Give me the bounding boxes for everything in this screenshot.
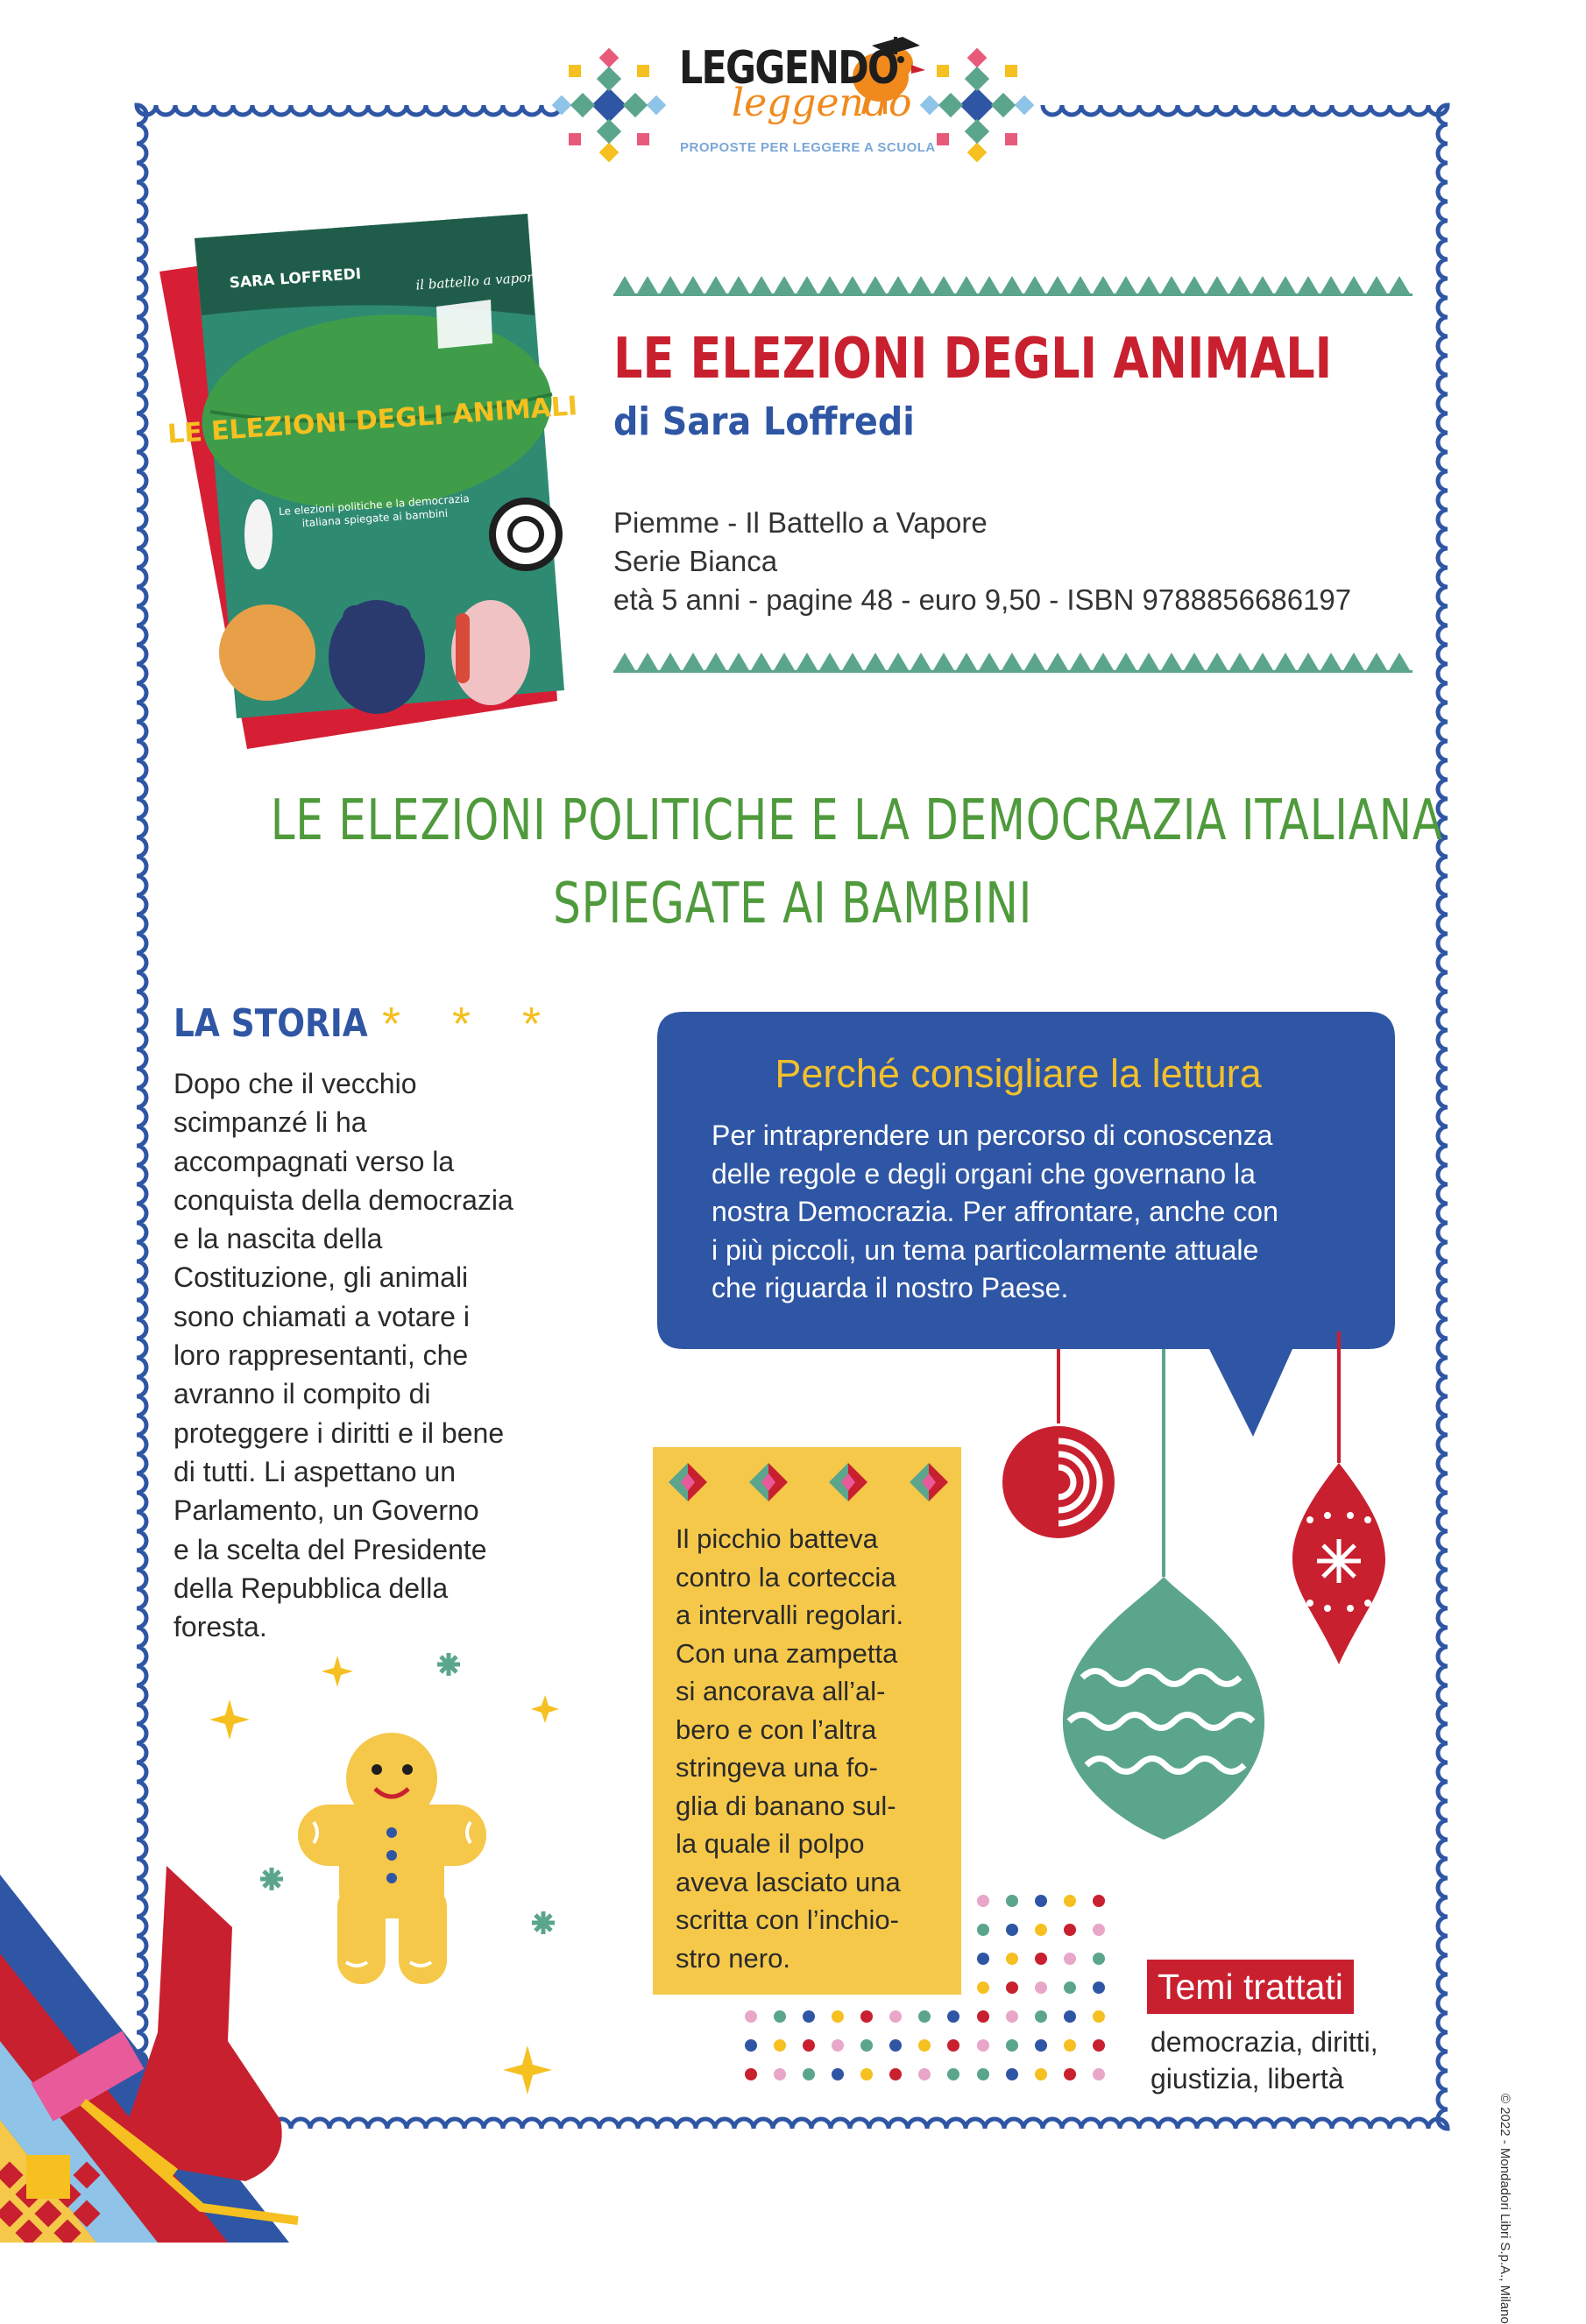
- storia-line: Dopo che il vecchio: [173, 1068, 417, 1099]
- quote-line: stro nero.: [676, 1942, 790, 1974]
- quote-line: contro la corteccia: [676, 1561, 896, 1593]
- book-price-isbn: età 5 anni - pagine 48 - euro 9,50 - ISBN 9788856686197: [613, 583, 1352, 616]
- storia-line: avranno il compito di: [173, 1378, 431, 1410]
- dot-grid-right: [977, 1895, 1105, 2080]
- hanging-ornament-red-icon: [1002, 1349, 1115, 1538]
- triangle-border-bottom: [613, 653, 1413, 673]
- snowflake-ornament-right-icon: [920, 48, 1035, 163]
- gingerbread-man-icon: [298, 1733, 486, 1984]
- section-subtitle-line2: SPIEGATE AI BAMBINI: [553, 872, 1033, 936]
- quote-line: Con una zampetta: [676, 1637, 898, 1669]
- cover-subtitle: Le elezioni politiche e la democrazia italiana spiegate ai bambini: [278, 491, 471, 530]
- perche-line: nostra Democrazia. Per affrontare, anche con: [712, 1196, 1278, 1227]
- cover-author: SARA LOFFREDI: [229, 265, 362, 293]
- storia-line: loro rappresentanti, che: [173, 1339, 469, 1372]
- logo-title: LEGGENDO: [679, 42, 898, 95]
- storia-line: proteggere i diritti e il bene: [173, 1416, 505, 1449]
- book-details: [613, 504, 1351, 619]
- quote-text: [676, 1520, 949, 1977]
- perche-line: che riguarda il nostro Paese.: [712, 1272, 1069, 1303]
- storia-line: scimpanzé li ha: [173, 1106, 367, 1139]
- quote-line: glia di banano sul-: [676, 1790, 896, 1821]
- logo-tagline: PROPOSTE PER LEGGERE A SCUOLA: [680, 140, 936, 155]
- cover-title: LE ELEZIONI DEGLI ANIMALI: [166, 391, 579, 450]
- quote-line: Il picchio batteva: [676, 1523, 878, 1554]
- cover-series-badge: il battello a vapore: [414, 268, 542, 293]
- quote-line: bero e con l’altra: [676, 1713, 877, 1745]
- perche-line: delle regole e degli organi che governano la: [712, 1157, 1256, 1190]
- storia-line: foresta.: [173, 1611, 267, 1643]
- storia-line: Costituzione, gli animali: [173, 1261, 469, 1294]
- book-title: LE ELEZIONI DEGLI ANIMALI: [613, 327, 1333, 392]
- quote-line: si ancorava all’al-: [676, 1676, 886, 1706]
- perche-heading: Perché consigliare la lettura: [775, 1051, 1262, 1096]
- book-publisher: Piemme - Il Battello a Vapore: [613, 506, 988, 539]
- storia-line: di tutti. Li aspettano un: [173, 1455, 456, 1487]
- hanging-ornament-star-icon: [1292, 1332, 1385, 1664]
- storia-line: e la nascita della: [173, 1223, 383, 1255]
- storia-line: accompagnati verso la: [173, 1145, 455, 1177]
- temi-line: giustizia, libertà: [1151, 2063, 1344, 2094]
- storia-line: conquista della democrazia: [173, 1183, 513, 1216]
- triangle-border-top: [613, 276, 1413, 296]
- quote-line: aveva lasciato una: [676, 1866, 901, 1897]
- storia-line: e la scelta del Presidente: [173, 1533, 487, 1565]
- snowflake-ornament-left-icon: [552, 48, 667, 163]
- storia-line: Parlamento, un Governo: [173, 1494, 479, 1527]
- copyright-notice: © 2022 - Mondadori Libri S.p.A., Milano: [1497, 2094, 1512, 2324]
- storia-heading: LA STORIA: [173, 1001, 368, 1046]
- dot-grid-bottom: [745, 2010, 959, 2080]
- logo-subtitle: leggendo: [732, 81, 912, 125]
- storia-line: sono chiamati a votare i: [173, 1300, 470, 1332]
- storia-stars-icon: * * *: [382, 998, 561, 1050]
- quote-line: a intervalli regolari.: [676, 1600, 904, 1630]
- temi-line: democrazia, diritti,: [1151, 2026, 1378, 2058]
- perche-line: i più piccoli, un tema particolarmente attuale: [712, 1233, 1259, 1266]
- perche-line: Per intraprendere un percorso di conoscenza: [712, 1120, 1273, 1151]
- perche-text: [712, 1117, 1377, 1308]
- section-subtitle-line1: LE ELEZIONI POLITICHE E LA DEMOCRAZIA ITALIANA: [270, 788, 1443, 853]
- book-author: di Sara Loffredi: [613, 399, 915, 444]
- quote-line: la quale il polpo: [676, 1828, 865, 1859]
- temi-text: [1151, 2024, 1431, 2097]
- book-series: Serie Bianca: [613, 545, 778, 577]
- quote-line: scritta con l’inchio-: [676, 1904, 899, 1935]
- temi-label: Temi trattati: [1147, 1960, 1354, 2014]
- storia-text: [173, 1064, 559, 1646]
- book-cover: [159, 214, 564, 749]
- storia-line: della Repubblica della: [173, 1572, 449, 1604]
- quote-line: stringeva una fo-: [676, 1752, 878, 1783]
- hanging-ornament-teal-icon: [1063, 1349, 1264, 1840]
